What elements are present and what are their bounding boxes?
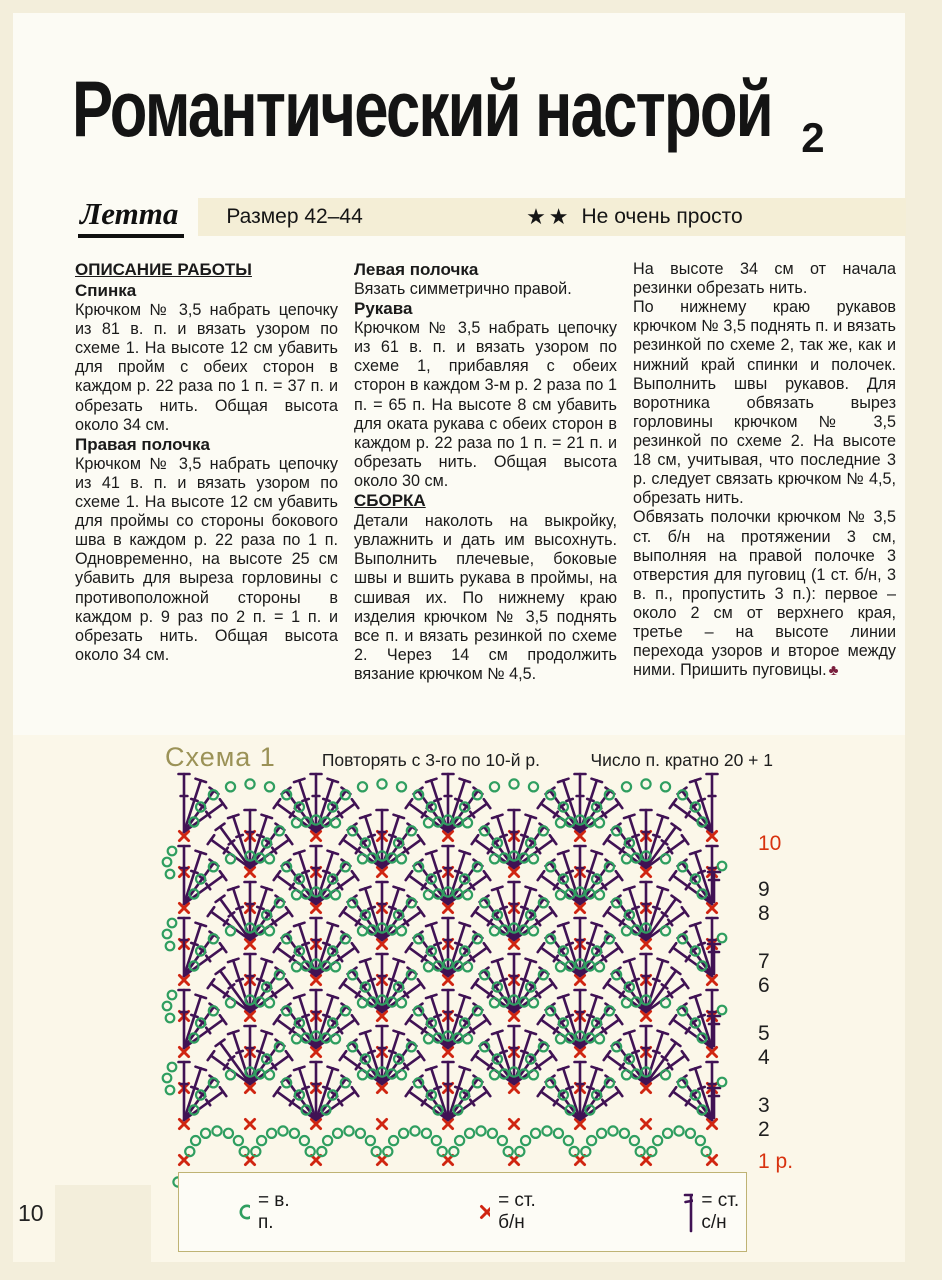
crochet-chart <box>160 768 816 1220</box>
chart-title: Схема 1 <box>165 742 276 772</box>
article-column-3 <box>633 260 896 684</box>
legend-item <box>237 1190 292 1234</box>
row-label: 5 <box>758 1022 770 1045</box>
page-title <box>72 65 932 161</box>
section-heading: СБОРКА <box>354 491 426 511</box>
article-column-1 <box>75 260 338 684</box>
paragraph: Детали наколоть на выкройку, увлажнить и дать им высохнуть. Выполнить плечевые, боковые швы и вшить рукава в проймы, на сшивая их. По нижнему краю изделия крючком № 3,5 поднять все п. и вязать резинкой по схеме 2. Через 14 см продолжить вязание крючком № 4,5. <box>354 512 617 683</box>
single-crochet-x-icon <box>477 1202 490 1222</box>
page-number: 10 <box>18 1200 44 1226</box>
paragraph: На высоте 34 см от начала резинки обрезать нить. <box>633 260 896 298</box>
row-labels <box>758 832 793 1173</box>
byline-row <box>78 196 906 238</box>
section-heading: Спинка <box>75 281 137 300</box>
section-heading: Левая полочка <box>354 260 479 279</box>
article-columns <box>75 260 897 684</box>
legend-item <box>477 1190 544 1234</box>
difficulty-stars-icon: ★★ <box>526 204 572 229</box>
row-label: 2 <box>758 1118 770 1141</box>
size-label: Размер 42–44 <box>226 205 363 228</box>
row-label: 10 <box>758 832 782 855</box>
difficulty-group <box>526 204 743 230</box>
scan-margin-right <box>905 0 942 1280</box>
legend-label: = в. п. <box>257 1190 290 1233</box>
page-title-text: Романтический настрой <box>72 65 772 153</box>
section-heading: Рукава <box>354 299 413 319</box>
legend-label: = ст. б/н <box>498 1190 536 1233</box>
difficulty-band <box>198 198 906 236</box>
brand-label: Летта <box>78 196 184 238</box>
chart-legend <box>178 1172 747 1252</box>
paragraph: Вязать симметрично правой. <box>354 280 572 298</box>
row-label: 1 р. <box>758 1150 794 1173</box>
row-label: 7 <box>758 950 770 973</box>
article-column-2 <box>354 260 617 684</box>
paragraph: Крючком № 3,5 набрать цепочку из 41 в. п. и вязать узором по схеме 1. На высоте 12 см убавить для проймы со стороны бокового шва в каждом р. 22 раза по 1 п. Одновременно, на высоте 25 см убавить для выреза горловины с противоположной стороны в каждом р. 9 раз по 2 п. = 1 п. и обрезать нить. Общая высота около 34 см. <box>75 454 338 664</box>
page-title-index: 2 <box>801 114 825 161</box>
section-heading: ОПИСАНИЕ РАБОТЫ <box>75 260 252 279</box>
scan-margin-left <box>0 0 13 1280</box>
row-label: 8 <box>758 902 770 925</box>
end-ornament: ♣ <box>828 662 839 680</box>
paragraph: Обвязать полочки крючком № 3,5 ст. б/н на протяжении 3 см, выполняя на правой полочке 3 отверстия для пуговиц (1 ст. б/н, 3 в. п., пропустить 3 п.): первое – около 2 см от верхнего края, третье – на высоте линии перехода узоров и второе между ними. Пришить пуговицы. ♣ <box>633 508 896 680</box>
chain-circle-icon <box>237 1202 250 1222</box>
row-label: 3 <box>758 1094 770 1117</box>
chart-repeat-note: Повторять с 3-го по 10-й р. <box>321 750 540 770</box>
chart-stitch-count-note: Число п. кратно 20 + 1 <box>590 750 773 770</box>
paragraph: Крючком № 3,5 набрать цепочку из 61 в. п. и вязать узором по схеме 1, прибавляя с обеих сторон в каждом 3-м р. 2 раза по 1 п. = 65 п. На высоте 8 см убавить для оката рукава с обеих сторон в каждом р. 22 раза по 1 п. = 21 п. и обрезать нить. Общая высота около 30 см. <box>354 319 617 490</box>
page-number-strip <box>55 1185 151 1280</box>
double-crochet-t-icon <box>682 1188 694 1236</box>
crochet-chart-svg <box>160 768 816 1220</box>
section-heading: Правая полочка <box>75 434 210 454</box>
row-label: 6 <box>758 974 770 997</box>
double-crochet-fans <box>179 774 721 1120</box>
legend-item <box>682 1188 746 1236</box>
row-label: 9 <box>758 878 770 901</box>
paragraph: По нижнему краю рукавов крючком № 3,5 поднять п. и вязать резинкой по схеме 2, так же, как и нижний край спинки и полочек. Выполнить швы рукавов. Для воротника обвязать вырез горловины крючком № 3,5 резинкой по схеме 2. На высоте 18 см, учитывая, что последние 3 р. следует связать крючком № 4,5, обрезать нить. <box>633 298 896 508</box>
difficulty-label: Не очень просто <box>581 205 743 228</box>
scan-margin-top <box>0 0 942 13</box>
paragraph: Крючком № 3,5 набрать цепочку из 81 в. п. и вязать узором по схеме 1. На высоте 12 см убавить для пройм с обеих сторон в каждом р. 22 раза по 1 п. = 37 п. и обрезать нить. Общая высота около 34 см. <box>75 301 338 434</box>
legend-label: = ст. с/н <box>701 1190 740 1233</box>
chain-arcs-row1 <box>185 1126 711 1156</box>
row-label: 4 <box>758 1046 770 1069</box>
